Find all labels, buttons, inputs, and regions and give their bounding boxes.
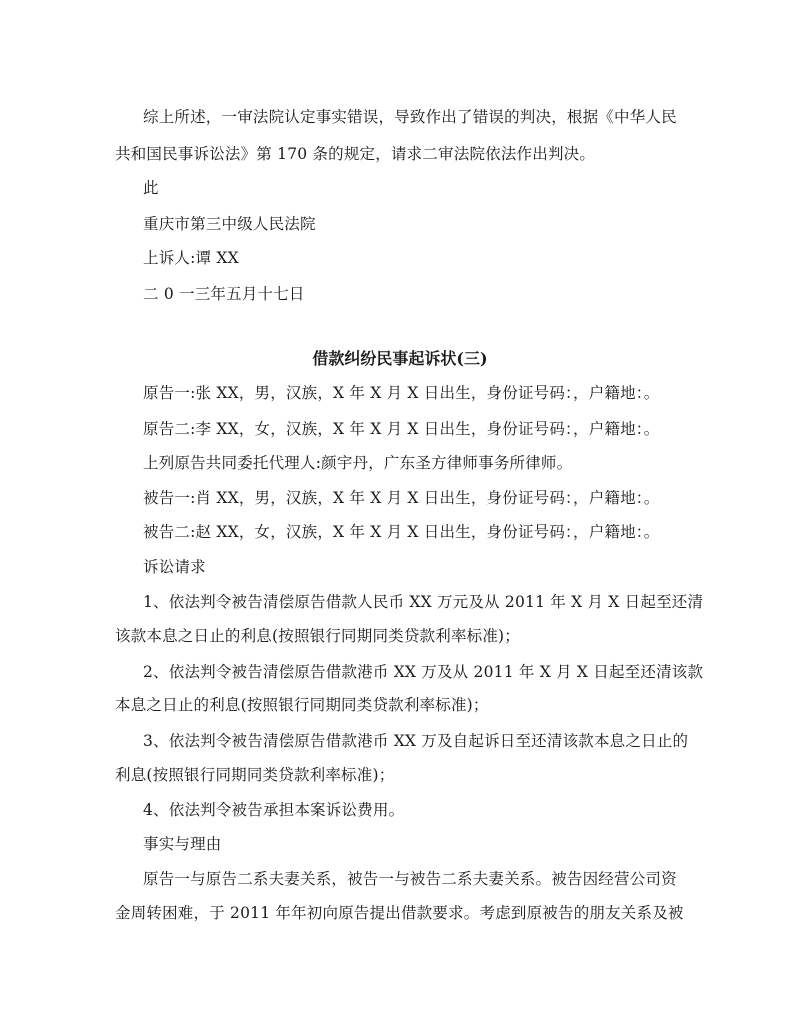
claim-2-line-2: 本息之日止的利息(按照银行同期同类贷款利率标准)； — [115, 696, 489, 714]
claim-2-line-1: 2、依法判令被告清偿原告借款港币 XX 万及从 2011 年 X 月 X 日起至还清该款 — [143, 663, 704, 681]
facts-line-1: 原告一与原告二系夫妻关系，被告一与被告二系夫妻关系。被告因经营公司资 — [143, 870, 677, 888]
claim-1-line-2: 该款本息之日止的利息(按照银行同期同类贷款利率标准)； — [115, 627, 520, 645]
document-date: 二 0 一三年五月十七日 — [143, 285, 305, 303]
defendant-2: 被告二:赵 XX，女，汉族，X 年 X 月 X 日出生，身份证号码：，户籍地：。 — [143, 523, 660, 541]
claim-3-line-2: 利息(按照银行同期同类贷款利率标准)； — [115, 766, 395, 784]
facts-heading: 事实与理由 — [143, 835, 222, 853]
salutation-this: 此 — [143, 179, 159, 197]
agent-line: 上列原告共同委托代理人:颜宇丹，广东圣方律师事务所律师。 — [143, 454, 573, 472]
claim-4: 4、依法判令被告承担本案诉讼费用。 — [143, 801, 405, 819]
conclusion-line-1: 综上所述，一审法院认定事实错误，导致作出了错误的判决，根据《中华人民 — [143, 108, 677, 126]
court-name: 重庆市第三中级人民法院 — [143, 215, 316, 233]
claim-3-line-1: 3、依法判令被告清偿原告借款港币 XX 万及自起诉日至还清该款本息之日止的 — [143, 732, 689, 750]
conclusion-line-2: 共和国民事诉讼法》第 170 条的规定，请求二审法院依法作出判决。 — [115, 145, 596, 163]
appellant-name: 上诉人:谭 XX — [143, 249, 239, 267]
plaintiff-1: 原告一:张 XX，男，汉族，X 年 X 月 X 日出生，身份证号码：，户籍地：。 — [143, 384, 660, 402]
claim-1-line-1: 1、依法判令被告清偿原告借款人民币 XX 万元及从 2011 年 X 月 X 日起至还清 — [143, 593, 704, 611]
plaintiff-2: 原告二:李 XX，女，汉族，X 年 X 月 X 日出生，身份证号码：，户籍地：。 — [143, 420, 660, 438]
defendant-1: 被告一:肖 XX，男，汉族，X 年 X 月 X 日出生，身份证号码：，户籍地：。 — [143, 489, 660, 507]
facts-line-2: 金周转困难，于 2011 年年初向原告提出借款要求。考虑到原被告的朋友关系及被 — [115, 904, 684, 922]
complaint-title: 借款纠纷民事起诉状(三) — [312, 349, 488, 368]
claims-heading: 诉讼请求 — [143, 558, 206, 576]
